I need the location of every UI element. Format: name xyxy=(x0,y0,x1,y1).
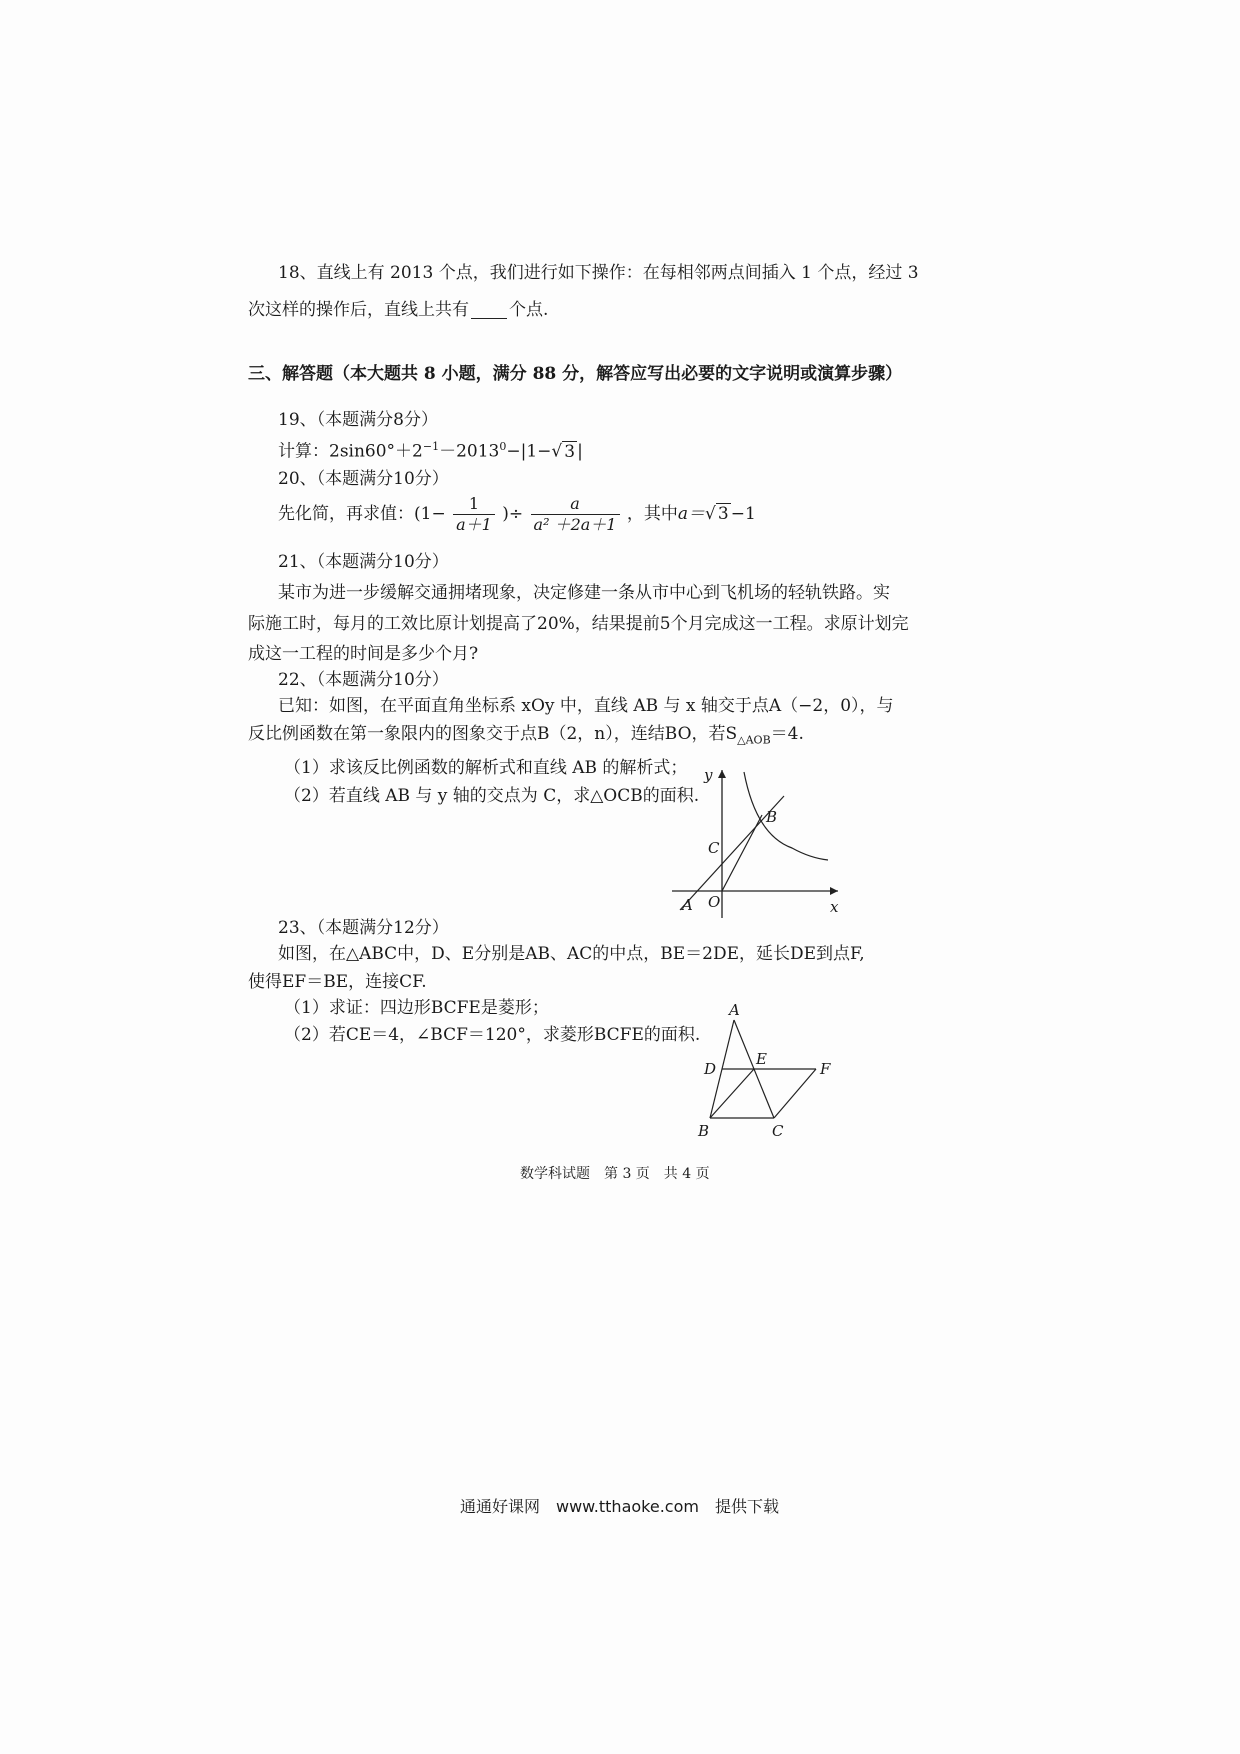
y-axis-arrow xyxy=(718,770,726,778)
label-c: C xyxy=(708,839,720,857)
q20-fraction-2 xyxy=(531,496,620,533)
q20-frac1-num: 1 xyxy=(453,496,495,515)
q18-line1: 18、直线上有 2013 个点，我们进行如下操作：在每相邻两点间插入 1 个点，经过 3 xyxy=(278,263,919,283)
q23-line2: 使得EF＝BE，连接CF. xyxy=(248,972,427,992)
q20-fraction-1 xyxy=(453,496,495,533)
page-footer: 数学科试题 第 3 页 共 4 页 xyxy=(520,1166,710,1182)
q19-exp1: −1 xyxy=(422,440,440,453)
q23-part2: （2）若CE＝4，∠BCF＝120°，求菱形BCFE的面积. xyxy=(284,1025,701,1045)
q21-line1: 某市为进一步缓解交通拥堵现象，决定修建一条从市中心到飞机场的轻轨铁路。实 xyxy=(278,583,890,603)
q21-title: 21、（本题满分10分） xyxy=(278,552,449,572)
q20-text-c: ，其中 xyxy=(626,504,678,524)
q23-rhombus-figure xyxy=(690,998,850,1143)
label-b: B xyxy=(766,808,778,826)
label-d: D xyxy=(704,1060,717,1078)
q20-text-a: 先化简，再求值：(1− xyxy=(278,504,446,524)
label-b: B xyxy=(698,1122,710,1140)
q20-text-b: )÷ xyxy=(502,504,524,524)
label-c: C xyxy=(772,1122,784,1140)
q23-part1: （1）求证：四边形BCFE是菱形； xyxy=(284,998,549,1018)
q20-expression: 先化简，再求值：(1− $\frac{1}{a+1}$ )÷ $\frac{a}{\text{a² ＋2a＋1}}$ ，其中a＝√ 3 −1 xyxy=(278,494,756,534)
label-x: x xyxy=(830,898,839,916)
q18-line2-b: 个点. xyxy=(509,300,549,320)
q22-line2-b: ＝4. xyxy=(770,724,804,744)
q18-answer-blank xyxy=(471,304,507,319)
q20-text-d: a＝ xyxy=(677,504,706,524)
q19-expression: 计算：$2\sin 60^\circ+2^{-1}-2013^0-|1-√$ 3 | xyxy=(278,440,583,462)
segment-bo xyxy=(722,815,762,891)
q22-coordinate-figure xyxy=(660,760,850,920)
label-e: E xyxy=(756,1050,767,1068)
q23-line1: 如图，在△ABC中，D、E分别是AB、AC的中点，BE＝2DE，延长DE到点F, xyxy=(278,944,865,964)
label-y: y xyxy=(704,766,713,784)
q20-frac1-den: a＋1 xyxy=(456,515,492,534)
q20-title: 20、（本题满分10分） xyxy=(278,469,449,489)
q22-line1: 已知：如图，在平面直角坐标系 xOy 中，直线 AB 与 x 轴交于点A（−2，0），与 xyxy=(278,696,894,716)
q22-line2-sub: △AOB xyxy=(737,733,771,747)
q19-text-d: | xyxy=(577,441,583,462)
q18-line2 xyxy=(248,302,548,319)
q19-sqrt: 3 xyxy=(564,441,576,462)
q22-title: 22、（本题满分10分） xyxy=(278,670,449,690)
q22-line2 xyxy=(248,726,804,745)
x-axis-arrow xyxy=(830,887,838,895)
label-a: A xyxy=(729,1001,740,1019)
hyperbola-curve xyxy=(744,772,828,860)
q20-frac2-num: a xyxy=(531,496,620,515)
label-o: O xyxy=(708,893,721,911)
q19-title: 19、（本题满分8分） xyxy=(278,410,438,430)
q23-title: 23、（本题满分12分） xyxy=(278,918,449,938)
q18-line2-a: 次这样的操作后，直线上共有 xyxy=(248,300,469,320)
q21-line2: 际施工时，每月的工效比原计划提高了20%，结果提前5个月完成这一工程。求原计划完 xyxy=(248,614,909,634)
q21-line3: 成这一工程的时间是多少个月? xyxy=(248,644,479,664)
q20-frac2-den: a² ＋2a＋1 xyxy=(533,515,617,534)
section3-heading: 三、解答题（本大题共 8 小题，满分 88 分，解答应写出必要的文字说明或演算步骤） xyxy=(248,364,903,384)
q20-text-e: −1 xyxy=(730,504,756,524)
label-a: A xyxy=(682,896,693,914)
q19-text-b: －2013 xyxy=(439,441,500,462)
q19-text-c: −|1− xyxy=(506,441,552,462)
q22-line2-a: 反比例函数在第一象限内的图象交于点B（2，n），连结BO，若S xyxy=(248,724,738,744)
download-footer: 通通好课网 www.tthaoke.com 提供下载 xyxy=(460,1497,779,1516)
q22-part1: （1）求该反比例函数的解析式和直线 AB 的解析式； xyxy=(284,758,688,778)
q19-text-a: 计算：2sin60°＋2 xyxy=(278,441,423,462)
q19-exp2: 0 xyxy=(499,440,507,453)
label-f: F xyxy=(820,1060,831,1078)
segment-cf xyxy=(774,1069,816,1118)
q22-part2: （2）若直线 AB 与 y 轴的交点为 C，求△OCB的面积. xyxy=(284,786,700,806)
q20-sqrt: 3 xyxy=(717,504,729,524)
